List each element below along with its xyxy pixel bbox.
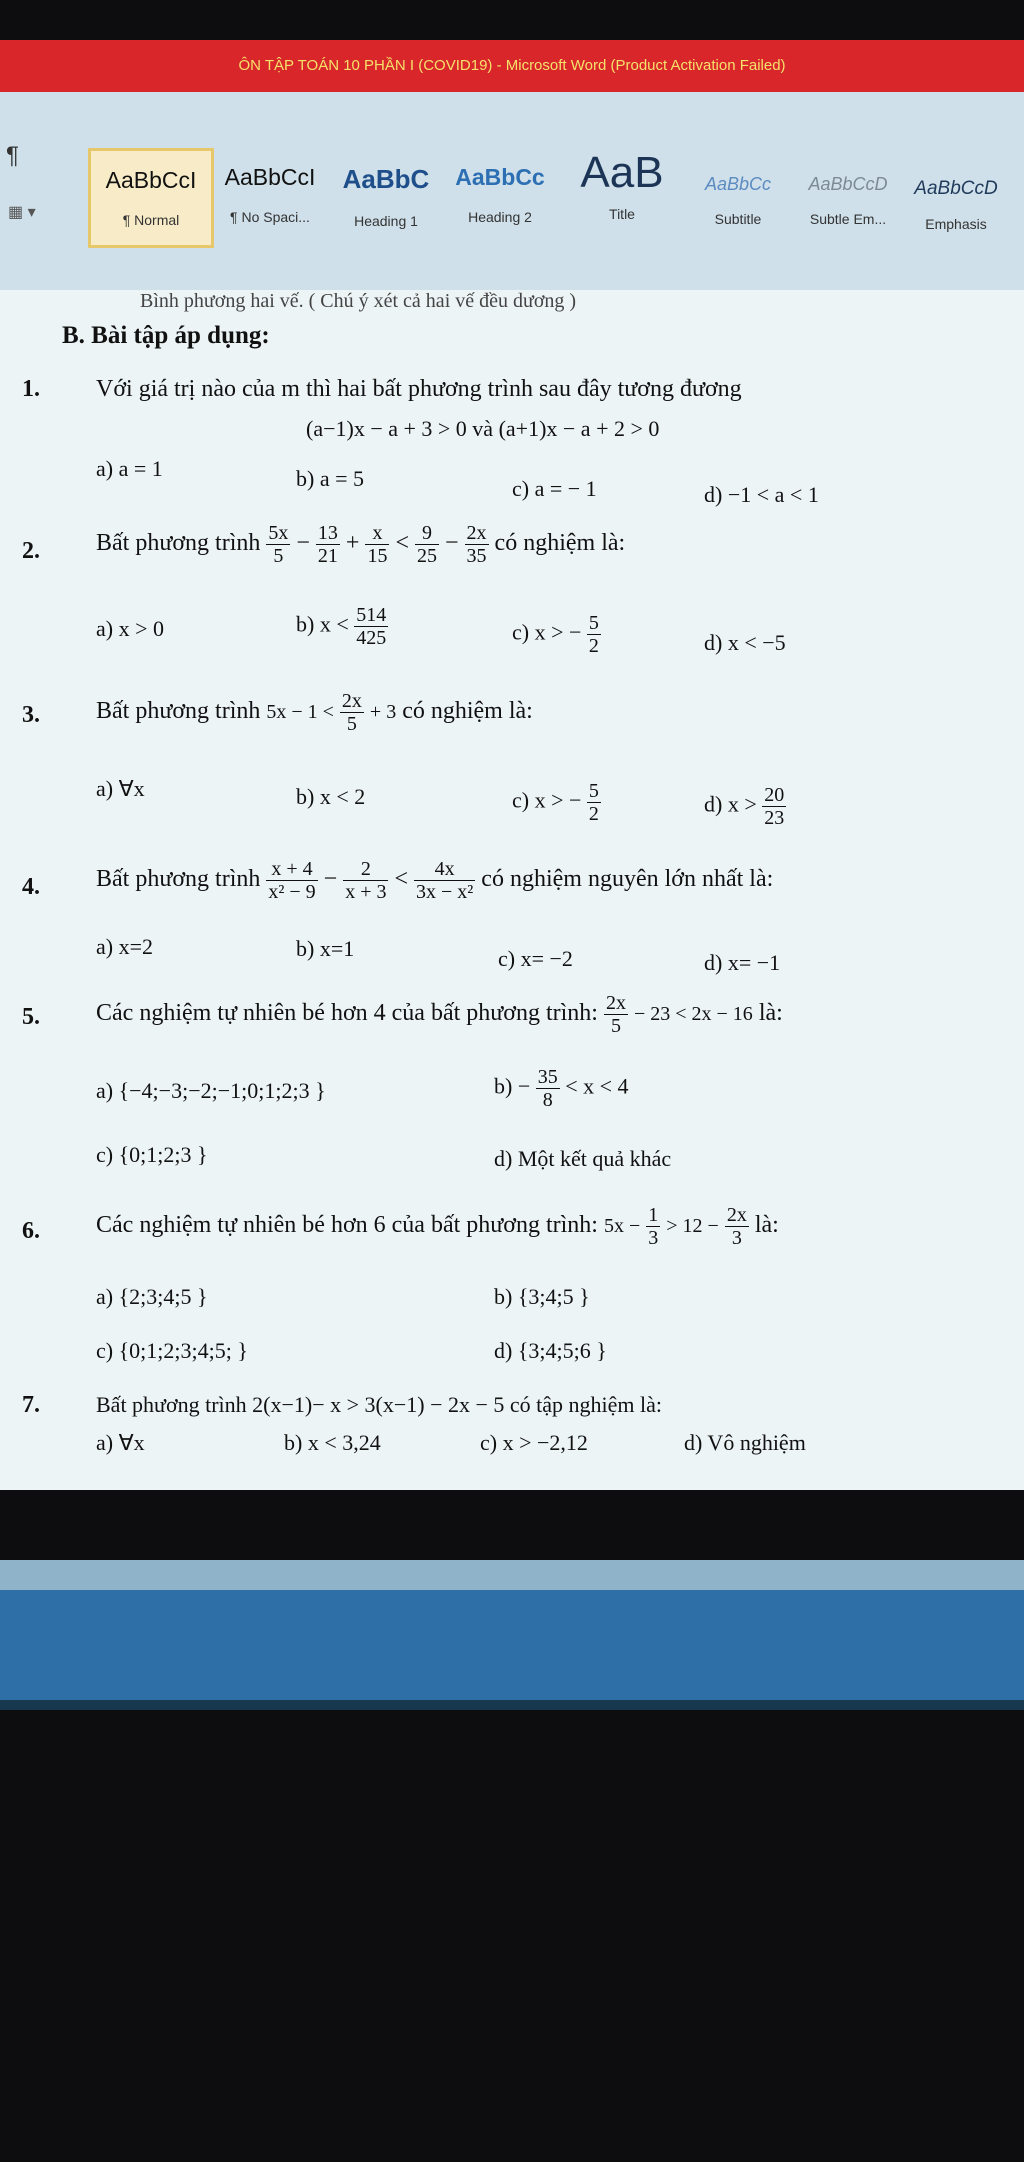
question-after: có nghiệm là: (402, 698, 533, 725)
question-text: Các nghiệm tự nhiên bé hơn 6 của bất phương trình: (96, 1212, 598, 1239)
fraction: $\frac{5x}{5}$ (268, 522, 289, 567)
option-d: d) −1 < a < 1 (704, 482, 819, 507)
question-number: 3. (22, 702, 40, 728)
paragraph-mark-button[interactable]: ¶ (6, 142, 19, 169)
question-after: có nghiệm là: (494, 530, 626, 557)
question-number: 4. (22, 874, 40, 900)
fraction: $\frac{x}{15}$ (367, 522, 388, 567)
fraction: $\frac{5}{2}$ (588, 780, 599, 825)
question-text: Bất phương trình (96, 530, 261, 557)
style-no-spacing[interactable]: AaBbCcI ¶ No Spaci... (224, 164, 316, 225)
option-c: c) {0;1;2;3 } (96, 1142, 208, 1167)
question-text: Bất phương trình (96, 866, 261, 893)
question-line: Bất phương trình 5x − 1 < $\frac{2x}{5}$ + 3 có nghiệm là: (96, 690, 533, 735)
taskbar (0, 1590, 1024, 1700)
question-line: Bất phương trình $\frac{5x}{5}$ − $\frac{13}{21}$ + $\frac{x}{15}$ < $\frac{9}{25}$ − $\frac{2x}{35}$ có nghiệm là: (96, 522, 626, 567)
style-subtitle[interactable]: AaBbCc Subtitle (704, 174, 772, 227)
fraction: $\frac{9}{25}$ (417, 522, 437, 567)
question-formula: (a−1)x − a + 3 > 0 và (a+1)x − a + 2 > 0 (306, 416, 660, 441)
option-b: b) {3;4;5 } (494, 1284, 590, 1309)
option-d: d) x > $\frac{20}{23}$ (704, 784, 785, 829)
section-title: B. Bài tập áp dụng: (62, 322, 270, 349)
ribbon (0, 92, 1024, 290)
screen-bezel-edge (0, 1700, 1024, 1710)
fraction: $\frac{13}{21}$ (317, 522, 338, 567)
question-text: Bất phương trình (96, 698, 261, 725)
style-emphasis[interactable]: AaBbCcD Emphasis (914, 178, 998, 232)
option-c: c) {0;1;2;3;4;5; } (96, 1338, 248, 1363)
status-bar (0, 1560, 1024, 1590)
document-page (0, 290, 1024, 1490)
option-b: b) x < $\frac{514}{425}$ (296, 604, 387, 649)
question-text: Bất phương trình 2(x−1)− x > 3(x−1) − 2x − 5 có tập nghiệm là: (96, 1392, 663, 1417)
style-subtle-emphasis[interactable]: AaBbCcD Subtle Em... (808, 174, 888, 227)
option-a: a) x=2 (96, 934, 153, 959)
question-line: Các nghiệm tự nhiên bé hơn 4 của bất phương trình: $\frac{2x}{5}$ − 23 < 2x − 16 là: (96, 992, 783, 1037)
question-number: 5. (22, 1004, 40, 1030)
fraction: $\frac{x + 4}{\text{x² − 9}}$ (268, 858, 316, 903)
option-b: b) x=1 (296, 936, 355, 961)
question-number: 7. (22, 1392, 40, 1418)
question-number: 2. (22, 538, 40, 564)
option-b: b) − $\frac{35}{8}$ < x < 4 (494, 1066, 629, 1111)
option-a: a) ∀x (96, 1430, 145, 1455)
option-c: c) x > − $\frac{5}{2}$ (512, 612, 599, 657)
option-d: d) Vô nghiệm (684, 1430, 806, 1455)
style-heading-2[interactable]: AaBbCc Heading 2 (455, 164, 545, 225)
option-d: d) Một kết quả khác (494, 1146, 672, 1171)
option-a: a) ∀x (96, 776, 145, 801)
option-c: c) x > −2,12 (480, 1430, 588, 1455)
option-a: a) {−4;−3;−2;−1;0;1;2;3 } (96, 1078, 326, 1103)
option-a: a) x > 0 (96, 616, 164, 641)
cut-line: Bình phương hai vế. ( Chú ý xét cả hai vế đều dương ) (140, 290, 577, 312)
question-text: Với giá trị nào của m thì hai bất phương trình sau đây tương đương (96, 376, 742, 402)
question-number: 1. (22, 376, 40, 402)
question-line: Các nghiệm tự nhiên bé hơn 6 của bất phương trình: 5x − $\frac{1}{3}$ > 12 − $\frac{2x}{3}$ là: (96, 1204, 779, 1249)
option-c: c) x > − $\frac{5}{2}$ (512, 780, 599, 825)
option-b: b) a = 5 (296, 466, 364, 491)
fraction: $\frac{4x}{\text{3x − x²}}$ (416, 858, 474, 903)
question-after: là: (754, 1212, 779, 1239)
question-text: Các nghiệm tự nhiên bé hơn 4 của bất phương trình: (96, 1000, 598, 1027)
option-d: d) x < −5 (704, 630, 786, 655)
fraction: $\frac{5}{2}$ (588, 612, 599, 657)
option-b: b) x < 3,24 (284, 1430, 381, 1455)
option-b: b) x < 2 (296, 784, 366, 809)
fraction: $\frac{1}{3}$ (648, 1204, 659, 1249)
style-title[interactable]: AaB Title (580, 148, 664, 222)
fraction: $\frac{35}{8}$ (537, 1066, 558, 1111)
style-normal[interactable]: AaBbCcI ¶ Normal (88, 148, 214, 248)
question-line: Bất phương trình $\frac{x + 4}{\text{x² − 9}}$ − $\frac{2}{x + 3}$ < $\frac{4x}{\text{3x − x²}}$ có nghiệm nguyên lớn nhất là: (96, 858, 774, 903)
fraction: $\frac{2x}{5}$ (341, 690, 362, 735)
option-a: a) {2;3;4;5 } (96, 1284, 208, 1309)
option-d: d) {3;4;5;6 } (494, 1338, 607, 1363)
option-c: c) x= −2 (498, 946, 573, 971)
fraction: $\frac{514}{425}$ (356, 604, 387, 649)
option-d: d) x= −1 (704, 950, 781, 975)
option-c: c) a = − 1 (512, 476, 597, 501)
fraction: $\frac{2x}{3}$ (726, 1204, 747, 1249)
borders-icon[interactable]: ▦ ▾ (8, 204, 36, 221)
question-after: có nghiệm nguyên lớn nhất là: (481, 866, 774, 893)
question-number: 6. (22, 1218, 40, 1244)
option-a: a) a = 1 (96, 456, 163, 481)
fraction: $\frac{2x}{5}$ (605, 992, 626, 1037)
question-after: là: (758, 1000, 783, 1027)
fraction: $\frac{2x}{35}$ (466, 522, 487, 567)
window-title: ÔN TẬP TOÁN 10 PHẦN I (COVID19) - Microsoft Word (Product Activation Failed) (0, 40, 1024, 92)
style-heading-1[interactable]: AaBbC Heading 1 (342, 164, 430, 229)
fraction: $\frac{2}{x + 3}$ (345, 858, 387, 903)
fraction: $\frac{20}{23}$ (764, 784, 785, 829)
